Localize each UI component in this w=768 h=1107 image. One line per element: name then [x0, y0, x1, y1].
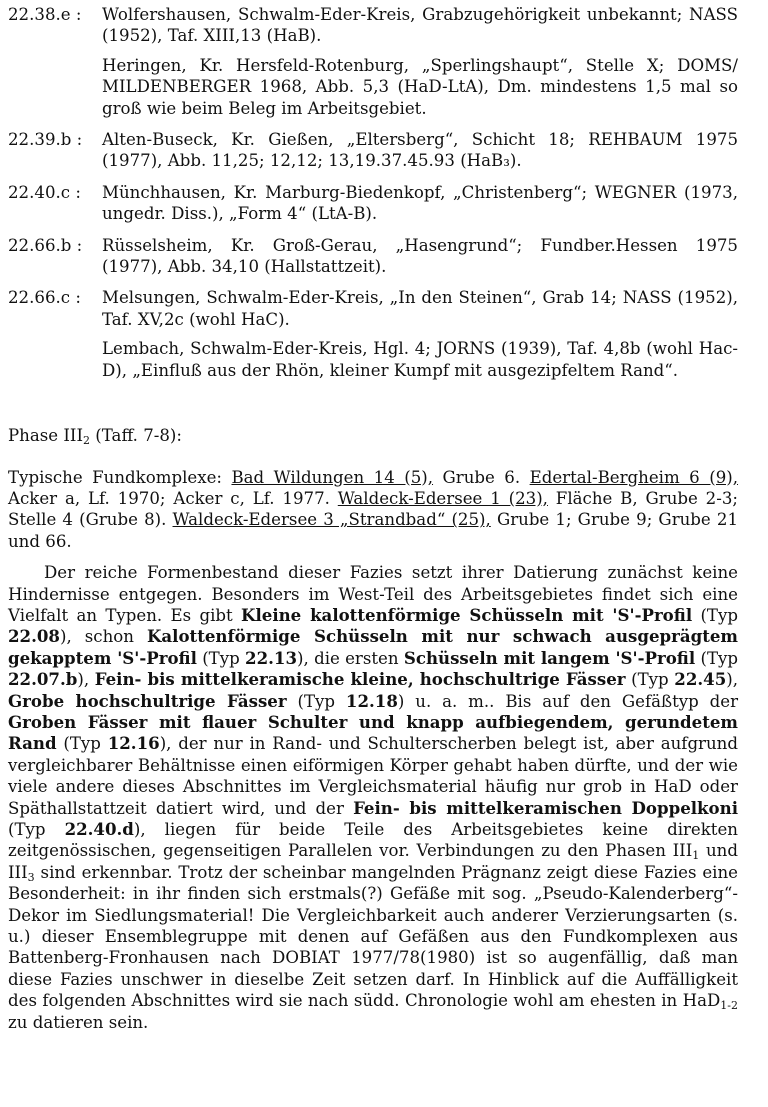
body-text: und III — [8, 841, 738, 882]
site-reference-edertal-bergheim: Edertal-Bergheim 6 (9), — [529, 467, 739, 487]
body-text: (Typ — [196, 648, 246, 668]
entry-text: Melsungen, Schwalm-Eder-Kreis, „In den Steinen“, Grab 14; NASS (1952), Taf. XV,2c (wohl HaC). — [102, 288, 738, 329]
type-number: 22.45 — [674, 669, 727, 690]
body-text: ), die ersten — [297, 648, 404, 668]
body-text: ), der nur in Rand- und Schulterscherben belegt ist, aber aufgrund vergleichbarer Behältnisse einen eiförmigen Körper gehabt haben dürfte, und der wie viele andere dieses Abschnittes im Vergleichsmaterial häufig nur grob in HaD oder Späthallstattzeit datiert wird, und der — [8, 734, 738, 818]
type-number: 12.16 — [107, 733, 160, 754]
main-paragraph — [8, 562, 738, 1033]
catalog-entry-22-40-c — [8, 182, 738, 225]
document-page — [8, 4, 738, 1033]
body-text: ), liegen für beide Teile des Arbeitsgebietes keine direkten zeitgenössischen, gegenseitigen Parallelen vor. Verbindungen zu den Phasen III — [8, 820, 738, 861]
body-text: (Typ — [695, 648, 739, 668]
entry-body — [102, 235, 738, 278]
phase-suffix: (Taff. 7-8): — [90, 426, 182, 446]
body-text: (Typ — [8, 820, 65, 839]
site-reference-bad-wildungen: Bad Wildungen 14 (5), — [231, 467, 434, 487]
body-text: sind erkennbar. Trotz der scheinbar mangelnden Prägnanz zeigt diese Fazies eine Besonderheit: in ihr finden sich erstmals(?) Gefäße mit sog. „Pseudo-Kalenderberg“-Dekor im Siedlungsmaterial! Die Vergleichbarkeit auch anderer Verzierungsarten (s. u.) dieser Ensemblegruppe mit denen auf Gefäßen aus den Fundkomplexen aus Battenberg-Fronhausen nach DOBIAT 1977/78(1980) ist so augenfällig, daß man diese Fazies unschwer in dieselbe Zeit setzen darf. In Hinblick auf die Auffälligkeit des folgenden Abschnittes wird sie nach südd. Chronologie wohl am ehesten in HaD — [8, 862, 738, 1011]
type-number: 22.13 — [245, 647, 298, 668]
body-text: (Typ — [286, 691, 346, 711]
body-text: (Typ — [56, 734, 108, 754]
type-number: 12.18 — [345, 690, 398, 711]
type-number: 22.40.d — [64, 819, 134, 839]
typical-text: Fläche B, Grube 2-3; Stelle 4 (Grube 8). — [8, 488, 738, 530]
body-text: ), — [77, 670, 95, 690]
phase-subscript: 3 — [27, 870, 35, 884]
type-name: Fein- bis mittelkeramische kleine, hochschultrige Fässer — [94, 669, 626, 690]
period-subscript: 1-2 — [720, 999, 738, 1013]
type-name: Kleine kalottenförmige Schüsseln mit 'S'-Profil — [241, 604, 693, 625]
body-text: (Typ — [692, 605, 738, 625]
typical-text: Grube 1; Grube 9; Grube 21 und 66. — [8, 510, 739, 551]
entry-text: Alten-Buseck, Kr. Gießen, „Eltersberg“, Schicht 18; REHBAUM 1975 (1977), Abb. 11,25; 12,12; 13,19.37.45.93 (HaB₃). — [102, 130, 738, 171]
entry-text: Münchhausen, Kr. Marburg-Biedenkopf, „Christenberg“; WEGNER (1973, ungedr. Diss.), „Form 4“ (LtA-B). — [102, 182, 738, 224]
phase-subscript: 1 — [692, 849, 700, 863]
body-text: zu datieren sein. — [8, 1012, 149, 1032]
entry-code: 22.39.b : — [8, 130, 83, 150]
phase-label: Phase III — [8, 426, 84, 446]
entry-text: Heringen, Kr. Hersfeld-Rotenburg, „Sperlingshaupt“, Stelle X; DOMS/ MILDENBERGER 1968, Abb. 5,3 (HaD-LtA), Dm. mindestens 1,5 mal so groß wie beim Beleg im Arbeitsgebiet. — [102, 55, 738, 118]
site-reference-waldeck-edersee-3: Waldeck-Edersee 3 „Strandbad“ (25), — [172, 510, 491, 530]
catalog-entry-22-38-e — [8, 4, 738, 119]
typical-lead: Typische Fundkomplexe: — [8, 467, 232, 487]
catalog-entry-22-66-c — [8, 287, 738, 381]
entry-text: Lembach, Schwalm-Eder-Kreis, Hgl. 4; JORNS (1939), Taf. 4,8b (wohl Hac-D), „Einfluß aus der Rhön, kleiner Kumpf mit ausgezipfeltem Rand“. — [102, 339, 738, 380]
typical-text: Grube 6. — [433, 467, 530, 487]
body-text: (Typ — [625, 670, 675, 690]
body-text: ), — [726, 670, 738, 690]
type-number: 22.07.b — [8, 669, 78, 690]
type-name: Grobe hochschultrige Fässer — [8, 690, 287, 711]
typical-find-complexes — [8, 467, 738, 553]
type-name: Kalottenförmige Schüsseln mit nur schwach ausgeprägtem gekapptem 'S'-Profil — [8, 626, 738, 668]
catalog-entry-22-66-b — [8, 235, 738, 278]
phase-heading — [8, 425, 738, 446]
entry-body — [102, 4, 738, 119]
entry-body — [102, 129, 738, 172]
body-text: ) u. a. m.. Bis auf den Gefäßtyp der — [397, 691, 739, 711]
entry-text: Rüsselsheim, Kr. Groß-Gerau, „Hasengrund“; Fundber.Hessen 1975 (1977), Abb. 34,10 (Hallstattzeit). — [102, 235, 738, 277]
catalog-entry-22-39-b — [8, 129, 738, 172]
phase-subscript: 2 — [83, 434, 91, 448]
entry-code: 22.38.e : — [8, 5, 82, 24]
type-number: 22.08 — [8, 626, 60, 647]
site-reference-waldeck-edersee-1: Waldeck-Edersee 1 (23), — [337, 488, 548, 508]
entry-text: Wolfershausen, Schwalm-Eder-Kreis, Grabzugehörigkeit unbekannt; NASS (1952), Taf. XIII,13 (HaB). — [102, 5, 738, 46]
entry-code: 22.66.c : — [8, 288, 81, 308]
entry-body — [102, 182, 738, 225]
entry-code: 22.66.b : — [8, 235, 83, 255]
type-name: Fein- bis mittelkeramischen Doppelkoni — [353, 797, 738, 818]
body-text: Der reiche Formenbestand dieser Fazies setzt ihrer Datierung zunächst keine Hindernisse entgegen. Besonders im West-Teil des Arbeitsgebietes findet sich eine Vielfalt an Typen. Es gibt — [8, 563, 738, 625]
entry-body — [102, 287, 738, 381]
type-name: Groben Fässer mit flauer Schulter und knapp aufbiegendem, gerundetem Rand — [8, 711, 738, 754]
body-text: ), schon — [59, 627, 147, 647]
typical-text: Acker a, Lf. 1970; Acker c, Lf. 1977. — [8, 488, 338, 508]
type-name: Schüsseln mit langem 'S'-Profil — [403, 647, 696, 668]
entry-code: 22.40.c : — [8, 182, 81, 202]
